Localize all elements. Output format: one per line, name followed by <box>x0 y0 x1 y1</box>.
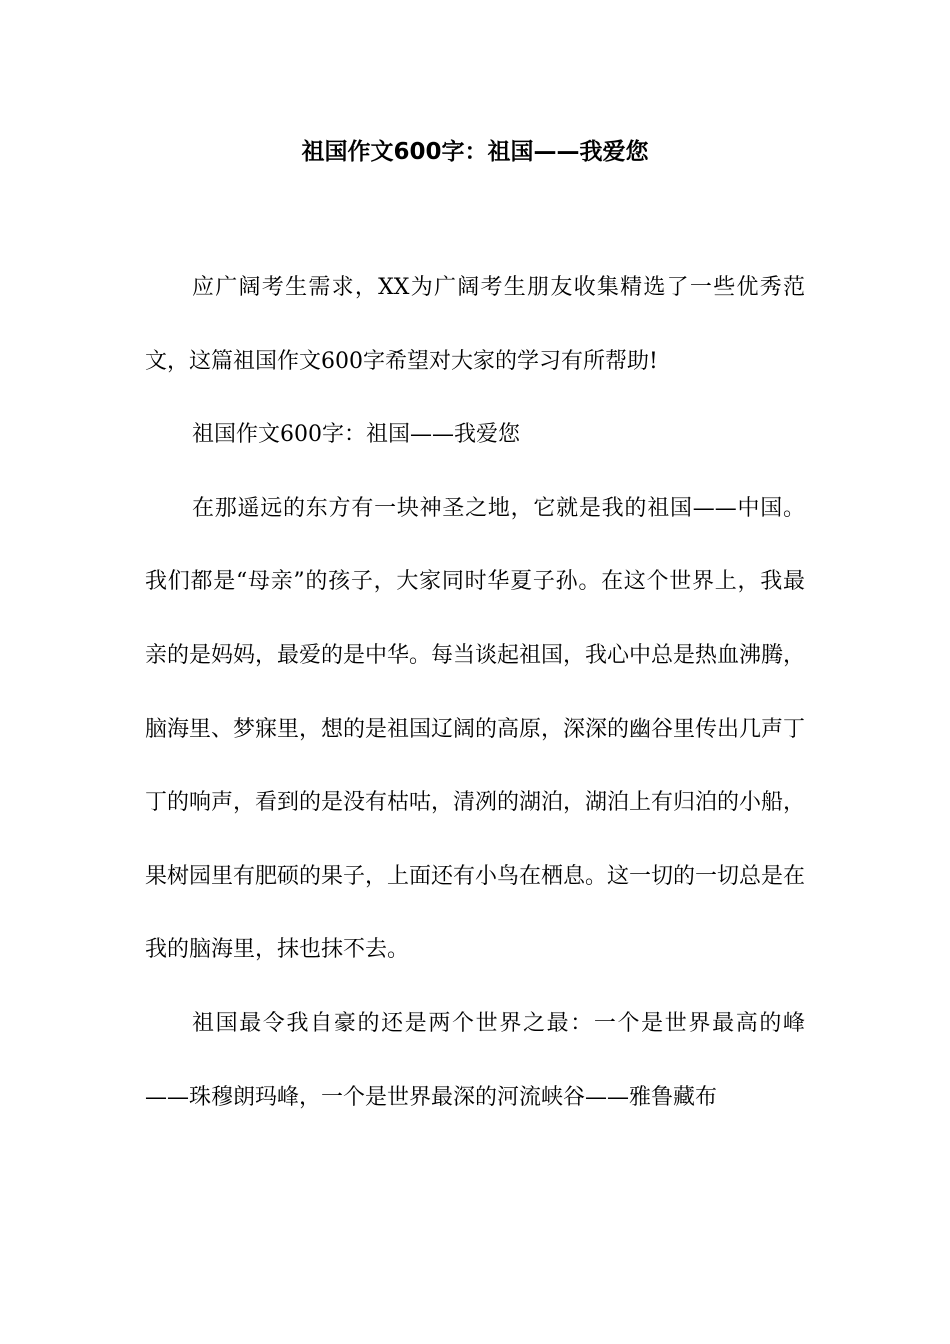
body-paragraph-1: 在那遥远的东方有一块神圣之地，它就是我的祖国——中国。我们都是“母亲”的孩子，大家同时华夏子孙。在这个世界上，我最亲的是妈妈，最爱的是中华。每当谈起祖国，我心中总是热血沸腾，脑海里、梦寐里，想的是祖国辽阔的高原，深深的幽谷里传出几声丁丁的响声，看到的是没有枯咕，清冽的湖泊，湖泊上有归泊的小船，果树园里有肥硕的果子，上面还有小鸟在栖息。这一切的一切总是在我的脑海里，抹也抹不去。 <box>145 495 806 963</box>
subtitle-paragraph: 祖国作文600字：祖国——我爱您 <box>192 422 520 448</box>
intro-paragraph: 应广阔考生需求，XX为广阔考生朋友收集精选了一些优秀范文，这篇祖国作文600字希望对大家的学习有所帮助! <box>145 275 805 374</box>
document-body <box>145 251 805 1134</box>
document-title: 祖国作文600字：祖国——我爱您 <box>301 139 649 165</box>
body-paragraph-2: 祖国最令我自豪的还是两个世界之最：一个是世界最高的峰——珠穆朗玛峰，一个是世界最深的河流峡谷——雅鲁藏布 <box>145 1010 805 1110</box>
